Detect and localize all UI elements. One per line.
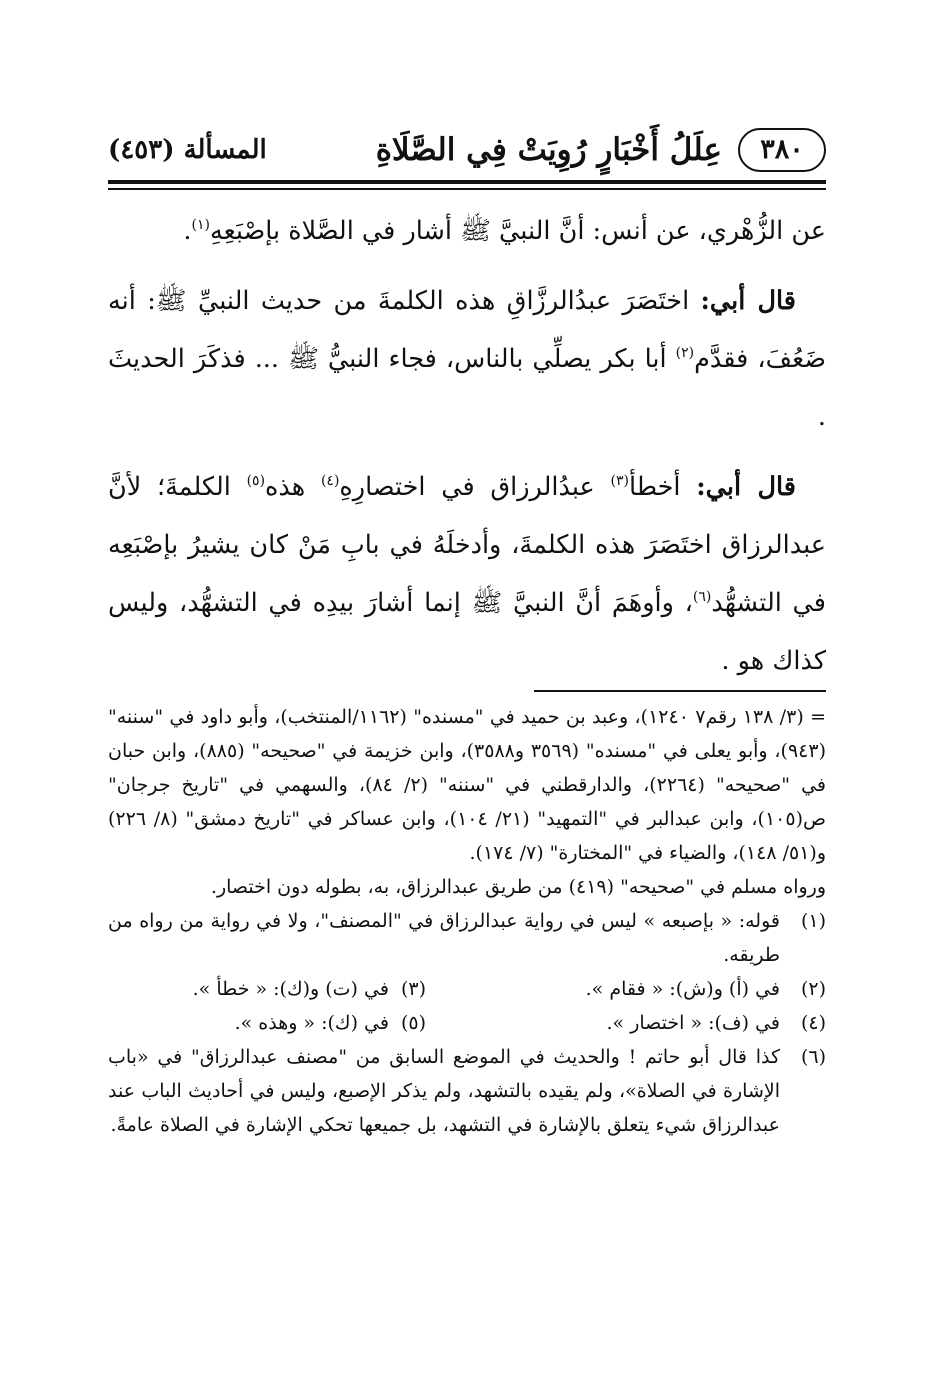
footnote-ref-5: (٥) <box>246 473 266 489</box>
footnote-number: (٥) <box>400 1012 426 1034</box>
footnotes <box>108 700 826 1142</box>
p3-text-a: أخطأ <box>628 472 697 502</box>
footnote-4-text: في (ف): « اختصار ». <box>606 1012 780 1034</box>
p1-text: عن الزُّهْري، عن أنس: أنَّ النبيَّ ﷺ أشار في الصَّلاة بإصْبَعِهِ <box>209 216 826 246</box>
footnote-3-text: في (ت) و(ك): « خطأ ». <box>192 978 389 1000</box>
p1-end: . <box>183 216 192 246</box>
header-rule-thin <box>108 188 826 190</box>
footnote-muslim: ورواه مسلم في "صحيحه" (٤١٩) من طريق عبدالرزاق، به، بطوله دون اختصار. <box>210 876 826 898</box>
footnote-3 <box>193 972 426 1006</box>
footnote-text: كذا قال أبو حاتم ! والحديث في الموضع السابق من "مصنف عبدالرزاق" في «باب الإشارة في الصلاة»، ولم يقيده بالتشهد، ولم يذكر الإصبع، وليس في أحاديث الباب عند عبدالرزاق شيء يتعلق بالإشارة في التشهد، بل جميعها تحكي الإشارة في الصلاة عامةً. <box>108 1046 780 1136</box>
footnote-2-text: في (أ) و(ش): « فقام ». <box>585 978 780 1000</box>
paragraph-2 <box>108 272 826 446</box>
footnote-ref-3: (٣) <box>610 473 629 489</box>
footnote-ref-6: (٦) <box>692 589 712 605</box>
p2-lead: قال أبي: <box>700 286 796 316</box>
p3-text-e: ، وأوهَمَ أنَّ النبيَّ ﷺ إنما أشارَ بيدِه في التشهُّد، وليس كذاك هو . <box>108 588 826 676</box>
p3-lead: قال أبي: <box>696 472 796 502</box>
footnote-row-4-5 <box>108 1006 826 1040</box>
footnote-5-text: في (ك): « وهذه ». <box>234 1012 389 1034</box>
footnote-text: قوله: « بإصبعه » ليس في رواية عبدالرزاق في "المصنف"، ولا في رواية من رواه من طريقه. <box>108 910 780 966</box>
footnote-number: (٦) <box>800 1046 826 1068</box>
footnote-5 <box>235 1006 426 1040</box>
paragraph-1 <box>108 202 826 260</box>
footnote-1 <box>108 904 826 972</box>
footnote-row-2-3 <box>108 972 826 1006</box>
footnote-number: (٢) <box>800 978 826 1000</box>
page-header <box>108 128 826 176</box>
p2-text-a: اختَصَرَ عبدُالرزَّاقِ هذه الكلمةَ من حديث النبيِّ ﷺ: أنه ضَعُفَ، فقدَّم <box>108 286 826 374</box>
footnote-continuation: = (٣/ ١٣٨ رقم٧ ١٢٤٠)، وعبد بن حميد في "مسنده" (١١٦٢/المنتخب)، وأبو داود في "سننه" (٩٤٣)، وأبو يعلى في "مسنده" (٣٥٦٩ و٣٥٨٨)، وابن خزيمة في "صحيحه" (٨٨٥)، وابن حبان في "صحيحه" (٢٢٦٤)، والدارقطني في "سننه" (٢/ ٨٤)، والسهمي في "تاريخ جرجان" ص(١٠٥)، وابن عبدالبر في "التمهيد" (٢١/ ١٠٤)، وابن عساكر في "تاريخ دمشق" (٨/ ٢٢٦) و(٥١/ ١٤٨)، والضياء في "المختارة" (٧/ ١٧٤). <box>108 706 826 864</box>
footnote-number: (٣) <box>400 978 426 1000</box>
footnote-number: (١) <box>800 910 826 932</box>
footnote-separator <box>534 690 826 692</box>
p3-text-b: عبدُالرزاق في اختصارِهِ <box>339 472 611 502</box>
p3-text-d: الكلمةَ؛ لأنَّ عبدالرزاق اختَصَرَ هذه الكلمةَ، وأدخلَهُ في بابِ مَنْ كان يشيرُ بإصْبَعِه في التشهُّد <box>108 472 826 618</box>
header-rule-thick <box>108 180 826 184</box>
section-label: المسألة (٤٥٣) <box>108 135 267 165</box>
footnote-ref-1: (١) <box>191 217 210 233</box>
footnote-number: (٤) <box>800 1012 826 1034</box>
footnote-ref-2: (٢) <box>675 345 695 361</box>
paragraph-3 <box>108 458 826 690</box>
page-number: ٣٨٠ <box>738 128 826 172</box>
footnote-ref-4: (٤) <box>320 473 340 489</box>
running-title: عِلَلُ أَخْبَارٍ رُوِيَتْ فِي الصَّلَاةِ <box>375 132 722 168</box>
main-text <box>108 202 826 702</box>
p3-text-c: هذه <box>265 472 321 502</box>
footnote-6 <box>108 1040 826 1142</box>
p2-text-b: أبا بكر يصلِّي بالناس، فجاء النبيُّ ﷺ ... فذكَرَ الحديثَ . <box>108 344 826 432</box>
